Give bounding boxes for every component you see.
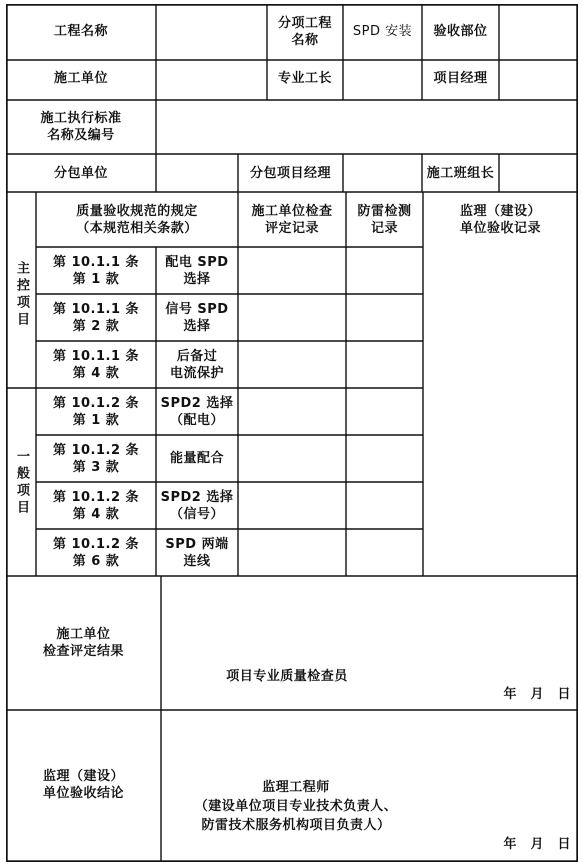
- construction-unit-label: 施工单位: [53, 71, 108, 86]
- conclusion-label: 监理（建设） 单位验收结论: [42, 769, 124, 801]
- result-date: 年 月 日: [503, 687, 571, 702]
- sub-project-value: SPD 安装: [352, 24, 413, 39]
- main-item-1-content: 配电 SPD 选择: [165, 255, 229, 287]
- main-item-1-clause: 第 10.1.1 条 第 1 款: [52, 255, 140, 287]
- standard-label: 施工执行标准 名称及编号: [40, 111, 122, 143]
- general-item-2-content: 能量配合: [169, 451, 224, 466]
- general-item-1-content: SPD2 选择 （配电）: [160, 396, 234, 428]
- main-item-3-content: 后备过 电流保护: [169, 349, 224, 381]
- main-item-2-clause: 第 10.1.1 条 第 2 款: [52, 302, 140, 334]
- foreman-label: 专业工长: [277, 71, 332, 86]
- spec-column-header: 质量验收规范的规定 （本规范相关条款）: [76, 204, 198, 236]
- lightning-test-column-header: 防雷检测 记录: [357, 204, 412, 236]
- main-item-2-content: 信号 SPD 选择: [165, 302, 229, 334]
- team-leader-label: 施工班组长: [426, 166, 495, 181]
- main-control-label: 主控项目: [14, 261, 29, 329]
- acceptance-form: [6, 4, 578, 862]
- main-item-3-clause: 第 10.1.1 条 第 4 款: [52, 349, 140, 381]
- general-item-2-clause: 第 10.1.2 条 第 3 款: [52, 443, 140, 475]
- project-manager-label: 项目经理: [433, 71, 488, 86]
- supervising-engineer-label: 监理工程师 （建设单位项目专业技术负责人、 防雷技术服务机构项目负责人）: [194, 780, 398, 833]
- subcontract-unit-label: 分包单位: [53, 166, 108, 181]
- conclusion-date: 年 月 日: [503, 837, 571, 852]
- general-label: 一般项目: [14, 449, 29, 517]
- supervision-record-column-header: 监理（建设） 单位验收记录: [459, 204, 541, 236]
- quality-inspector-label: 项目专业质量检查员: [226, 669, 348, 684]
- subcontract-manager-label: 分包项目经理: [249, 166, 331, 181]
- general-item-1-clause: 第 10.1.2 条 第 1 款: [52, 396, 140, 428]
- general-item-3-clause: 第 10.1.2 条 第 4 款: [52, 490, 140, 522]
- sub-project-label: 分项工程 名称: [277, 16, 332, 48]
- general-item-4-content: SPD 两端 连线: [165, 537, 229, 569]
- construction-check-column-header: 施工单位检查 评定记录: [251, 204, 333, 236]
- general-item-4-clause: 第 10.1.2 条 第 6 款: [52, 537, 140, 569]
- acceptance-part-label: 验收部位: [433, 24, 488, 39]
- result-label: 施工单位 检查评定结果: [42, 627, 124, 659]
- project-name-label: 工程名称: [53, 24, 108, 39]
- general-item-3-content: SPD2 选择 （信号）: [160, 490, 234, 522]
